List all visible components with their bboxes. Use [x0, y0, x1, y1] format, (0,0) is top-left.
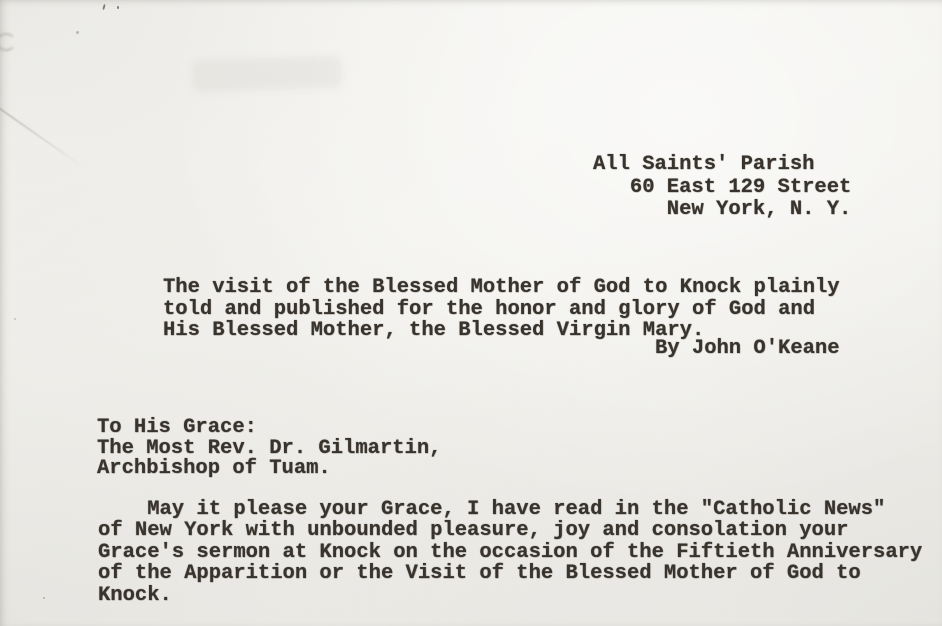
author-byline: By John O'Keane [655, 337, 840, 360]
recipient-salutation: To His Grace: [97, 416, 257, 439]
body-line-4: of the Apparition or the Visit of the Blessed Mother of God to [98, 562, 861, 586]
body-line-1: May it please your Grace, I have read in the "Catholic News" [98, 498, 886, 521]
paper-crease [0, 98, 83, 167]
paper-smudge [0, 33, 16, 51]
paper-speck [117, 6, 119, 9]
paper-speck [76, 31, 79, 34]
body-line-5: Knock. [98, 583, 172, 607]
recipient-name: The Most Rev. Dr. Gilmartin, [97, 436, 442, 460]
paper-speck [14, 318, 16, 320]
body-line-3: Grace's sermon at Knock on the occasion of the Fiftieth Anniversary [98, 540, 923, 564]
title-line-1: The visit of the Blessed Mother of God to Knock plainly [163, 276, 840, 299]
letterhead-street-address: 60 East 129 Street [593, 175, 852, 199]
letter-body [98, 499, 922, 606]
letterhead-city-state: New York, N. Y. [593, 198, 852, 221]
recipient-address [97, 418, 441, 480]
faint-ink-ghost [191, 55, 342, 92]
paper-speck [102, 4, 105, 10]
letterhead-parish-name: All Saints' Parish [593, 153, 815, 176]
letterhead [593, 154, 851, 222]
recipient-title: Archbishop of Tuam. [97, 457, 331, 480]
letter-title [163, 277, 840, 342]
title-line-3: His Blessed Mother, the Blessed Virgin Mary. [163, 319, 705, 342]
paper-speck [43, 597, 45, 599]
body-line-2: of New York with unbounded pleasure, joy and consolation your [98, 519, 849, 543]
title-line-2: told and published for the honor and glory of God and [163, 297, 816, 321]
